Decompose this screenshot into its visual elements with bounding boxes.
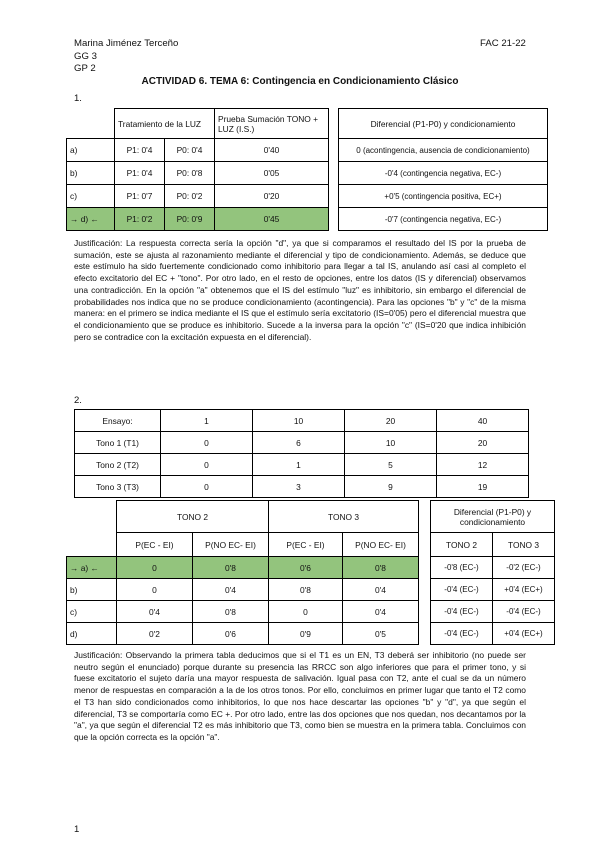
q1-head-diff: Diferencial (P1-P0) y condicionamiento [339, 109, 548, 139]
trials-cell: 9 [345, 476, 437, 498]
q2-diff-cell: +0'4 (EC+) [493, 623, 555, 645]
trials-cell: 12 [437, 454, 529, 476]
q2-diff-subhead: TONO 3 [493, 533, 555, 557]
q2-subhead: P(EC - EI) [117, 533, 193, 557]
q2-head-diff: Diferencial (P1-P0) y condicionamiento [431, 501, 555, 533]
page-number: 1 [74, 824, 80, 835]
q1-option: b) [67, 162, 115, 185]
group-gp: GP 2 [74, 63, 96, 74]
q2-diff-cell: -0'8 (EC-) [431, 557, 493, 579]
table-row [75, 454, 529, 476]
q2-head-tono2: TONO 2 [117, 501, 269, 533]
trials-cell: 0 [161, 454, 253, 476]
q2-empty-cell [67, 533, 117, 557]
q1-option-correct: → d) ← [67, 208, 115, 231]
course-label: FAC 21-22 [480, 38, 526, 49]
q2-diff-cell: -0'4 (EC-) [493, 601, 555, 623]
table-row [67, 601, 419, 623]
q2-cell: 0'8 [193, 601, 269, 623]
table-row-correct [67, 208, 329, 231]
page-title: ACTIVIDAD 6. TEMA 6: Contingencia en Condicionamiento Clásico [141, 76, 459, 87]
q2-trials-table [74, 409, 529, 498]
q2-cell: 0'8 [193, 557, 269, 579]
q1-p0: P0: 0'8 [165, 162, 215, 185]
q1-is: 0'20 [215, 185, 329, 208]
q1-p1: P1: 0'4 [115, 162, 165, 185]
q2-option: d) [67, 623, 117, 645]
q2-option: c) [67, 601, 117, 623]
q1-diff: -0'4 (contingencia negativa, EC-) [339, 162, 548, 185]
trials-cell: 19 [437, 476, 529, 498]
q2-cell: 0'4 [343, 579, 419, 601]
table-row [67, 579, 419, 601]
q2-subhead: P(NO EC- EI) [343, 533, 419, 557]
q1-table [66, 108, 329, 231]
trials-head: Ensayo: [75, 410, 161, 432]
trials-label: Tono 3 (T3) [75, 476, 161, 498]
q1-is: 0'05 [215, 162, 329, 185]
q2-cell: 0'4 [193, 579, 269, 601]
q1-empty-cell [67, 109, 115, 139]
q1-is: 0'40 [215, 139, 329, 162]
trials-head: 40 [437, 410, 529, 432]
q1-diff: 0 (acontingencia, ausencia de condicionamiento) [339, 139, 548, 162]
table-row [67, 623, 419, 645]
trials-head: 1 [161, 410, 253, 432]
group-gg: GG 3 [74, 51, 97, 62]
q1-justification: Justificación: La respuesta correcta sería la opción "d", ya que si comparamos el resultado del IS por la prueba de sumación, este se ajusta al razonamiento mediante el diferencial y tipo de condicionamiento. Además, se deduce que este estímulo ha sido fuertemente condicionado como inhibitorio para llegar a tal IS, anulando así casi al completo el efecto excitatorio del EC + "tono". Por otro lado, en el resto de opciones, entre los datos (IS y diferencial) observamos una contradicción. En la opción "a" obtenemos que el IS del estímulo "luz" es inhibitorio, sin embargo el diferencial de probabilidades nos indica que no se produce condicionamiento (acontingencia). Para las opciones "b" y "c" de la misma manera: en el primero se indica mediante el IS que el estímulo sería excitatorio (IS=0'05) pero el diferencial muestra que el condicionamiento que se produce es inhibitorio. Sucede a la inversa para la opción "c" (IS=0'20 que indica inhibición pero se contradice con la excitación expuesta en el diferencial). [74, 238, 526, 342]
q1-option: c) [67, 185, 115, 208]
table-row [67, 185, 329, 208]
q2-diff-cell: -0'4 (EC-) [431, 579, 493, 601]
q1-is: 0'45 [215, 208, 329, 231]
q1-p1: P1: 0'2 [115, 208, 165, 231]
trials-cell: 3 [253, 476, 345, 498]
q1-p1: P1: 0'4 [115, 139, 165, 162]
q1-p0: P0: 0'4 [165, 139, 215, 162]
trials-cell: 0 [161, 476, 253, 498]
q1-diff-table [338, 108, 548, 231]
q2-cell: 0'6 [193, 623, 269, 645]
author-name: Marina Jiménez Terceño [74, 38, 179, 49]
q2-cell: 0'8 [343, 557, 419, 579]
table-row [75, 476, 529, 498]
q2-cell: 0 [117, 579, 193, 601]
trials-cell: 0 [161, 432, 253, 454]
table-row [67, 162, 329, 185]
trials-cell: 10 [345, 432, 437, 454]
q2-cell: 0 [117, 557, 193, 579]
q2-cell: 0'9 [269, 623, 343, 645]
q2-justification: Justificación: Observando la primera tabla deducimos que si el T1 es un EN, T3 deberá ser inhibitorio (no puede ser neutro según el enunciado) porque durante su presencia las RRCC son algo inferiores que para el primer tono, y si fuese excitatorio el sujeto daría una mayor respuesta de salivación. Igual pasa con T2, ante el cual se da un número menor de respuestas en comparación a la de los otros tonos. Por ello, concluimos en primer lugar que tanto el T2 como el T3 han sido condicionados como inhibitorios, lo que nos hace descartar las opciones "b" y "d", ya que según el diferencial, T3 se comportaría como EC +. Por otro lado, entre las dos opciones que nos quedan, nos decantamos por la "a", ya que según el diferencial T2 es más inhibitorio que T3, como bien se muestra en la primera tabla. Concluimos con que la opción correcta es la opción "a". [74, 650, 526, 742]
trials-head: 10 [253, 410, 345, 432]
trials-cell: 1 [253, 454, 345, 476]
q1-p0: P0: 0'2 [165, 185, 215, 208]
question-1-number: 1. [74, 93, 82, 104]
q1-diff: -0'7 (contingencia negativa, EC-) [339, 208, 548, 231]
q1-diff: +0'5 (contingencia positiva, EC+) [339, 185, 548, 208]
q2-cell: 0'4 [343, 601, 419, 623]
q2-cell: 0'4 [117, 601, 193, 623]
q2-empty-cell [67, 501, 117, 533]
q2-options-table [66, 500, 419, 645]
q2-cell: 0 [269, 601, 343, 623]
q1-option: a) [67, 139, 115, 162]
q2-head-tono3: TONO 3 [269, 501, 419, 533]
q1-p1: P1: 0'7 [115, 185, 165, 208]
trials-cell: 6 [253, 432, 345, 454]
q2-diff-cell: -0'4 (EC-) [431, 623, 493, 645]
q1-p0: P0: 0'9 [165, 208, 215, 231]
q2-subhead: P(NO EC- EI) [193, 533, 269, 557]
q2-diff-table [430, 500, 555, 645]
table-row [67, 139, 329, 162]
q2-cell: 0'2 [117, 623, 193, 645]
q2-diff-cell: -0'2 (EC-) [493, 557, 555, 579]
q2-diff-cell: -0'4 (EC-) [431, 601, 493, 623]
q2-cell: 0'6 [269, 557, 343, 579]
q2-subhead: P(EC - EI) [269, 533, 343, 557]
q1-head-test: Prueba Sumación TONO + LUZ (I.S.) [215, 109, 329, 139]
q2-diff-subhead: TONO 2 [431, 533, 493, 557]
trials-cell: 5 [345, 454, 437, 476]
question-2-number: 2. [74, 395, 82, 406]
trials-head: 20 [345, 410, 437, 432]
trials-label: Tono 2 (T2) [75, 454, 161, 476]
trials-label: Tono 1 (T1) [75, 432, 161, 454]
q2-option-correct: → a) ← [67, 557, 117, 579]
q2-cell: 0'8 [269, 579, 343, 601]
trials-cell: 20 [437, 432, 529, 454]
q2-option: b) [67, 579, 117, 601]
q2-cell: 0'5 [343, 623, 419, 645]
q2-diff-cell: +0'4 (EC+) [493, 579, 555, 601]
q1-head-treatment: Tratamiento de la LUZ [115, 109, 215, 139]
table-row-correct [67, 557, 419, 579]
table-row [75, 432, 529, 454]
